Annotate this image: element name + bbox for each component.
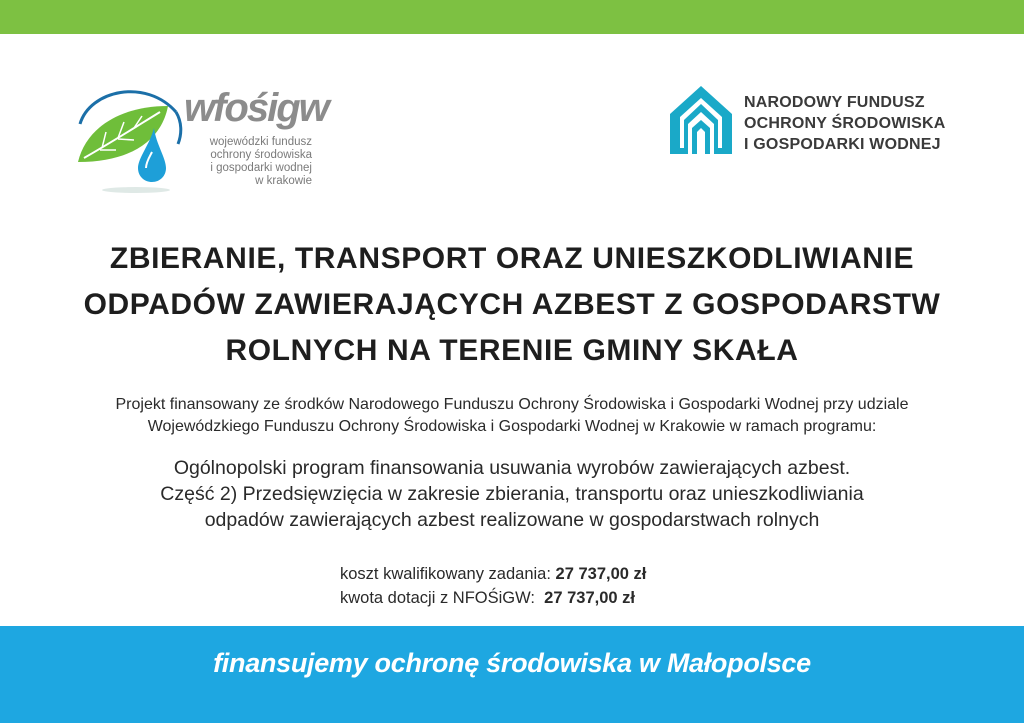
nfosigw-name: NARODOWY FUNDUSZ OCHRONY ŚRODOWISKA I GOSPODARKI WODNEJ — [744, 94, 946, 153]
program-description: Ogólnopolski program finansowania usuwania wyrobów zawierających azbest. Część 2) Przedsięwzięcia w zakresie zbierania, transportu oraz unieszkodliwiania odpadów zawierających azbest realizowane w gospodarstwach rolnych — [160, 457, 864, 531]
wfosigw-logo — [72, 76, 332, 196]
grant-amount-row — [340, 586, 840, 610]
qualified-cost-value: 27 737,00 zł — [555, 565, 647, 583]
wfosigw-wordmark: wfośigw — [184, 86, 328, 130]
top-green-bar — [0, 0, 1024, 34]
slogan: finansujemy ochronę środowiska w Małopolsce — [213, 648, 811, 678]
nfosigw-house-icon — [668, 84, 734, 156]
grant-amount-label: kwota dotacji z NFOŚiGW: — [340, 589, 535, 607]
title-line: ODPADÓW ZAWIERAJĄCYCH AZBEST Z GOSPODARSTW — [83, 288, 941, 321]
title-line: ROLNYCH NA TERENIE GMINY SKAŁA — [225, 334, 799, 367]
nfosigw-logo — [668, 84, 968, 164]
title-line: ZBIERANIE, TRANSPORT ORAZ UNIESZKODLIWIANIE — [109, 242, 915, 275]
funding-statement: Projekt finansowany ze środków Narodowego Funduszu Ochrony Środowiska i Gospodarki Wodnej przy udziale Wojewódzkiego Funduszu Ochrony Środowiska i Gospodarki Wodnej w Krakowie w ramach programu: — [115, 396, 909, 435]
project-title — [30, 236, 994, 374]
grant-amount-value: 27 737,00 zł — [544, 589, 635, 607]
bottom-blue-bar — [0, 626, 1024, 723]
wfosigw-full-name: wojewódzki fundusz ochrony środowiska i gospodarki wodnej w krakowie — [209, 136, 312, 187]
qualified-cost-row — [340, 562, 840, 586]
leaf-water-drop-icon — [72, 76, 187, 196]
cost-summary — [340, 562, 840, 610]
qualified-cost-label: koszt kwalifikowany zadania: — [340, 565, 551, 583]
